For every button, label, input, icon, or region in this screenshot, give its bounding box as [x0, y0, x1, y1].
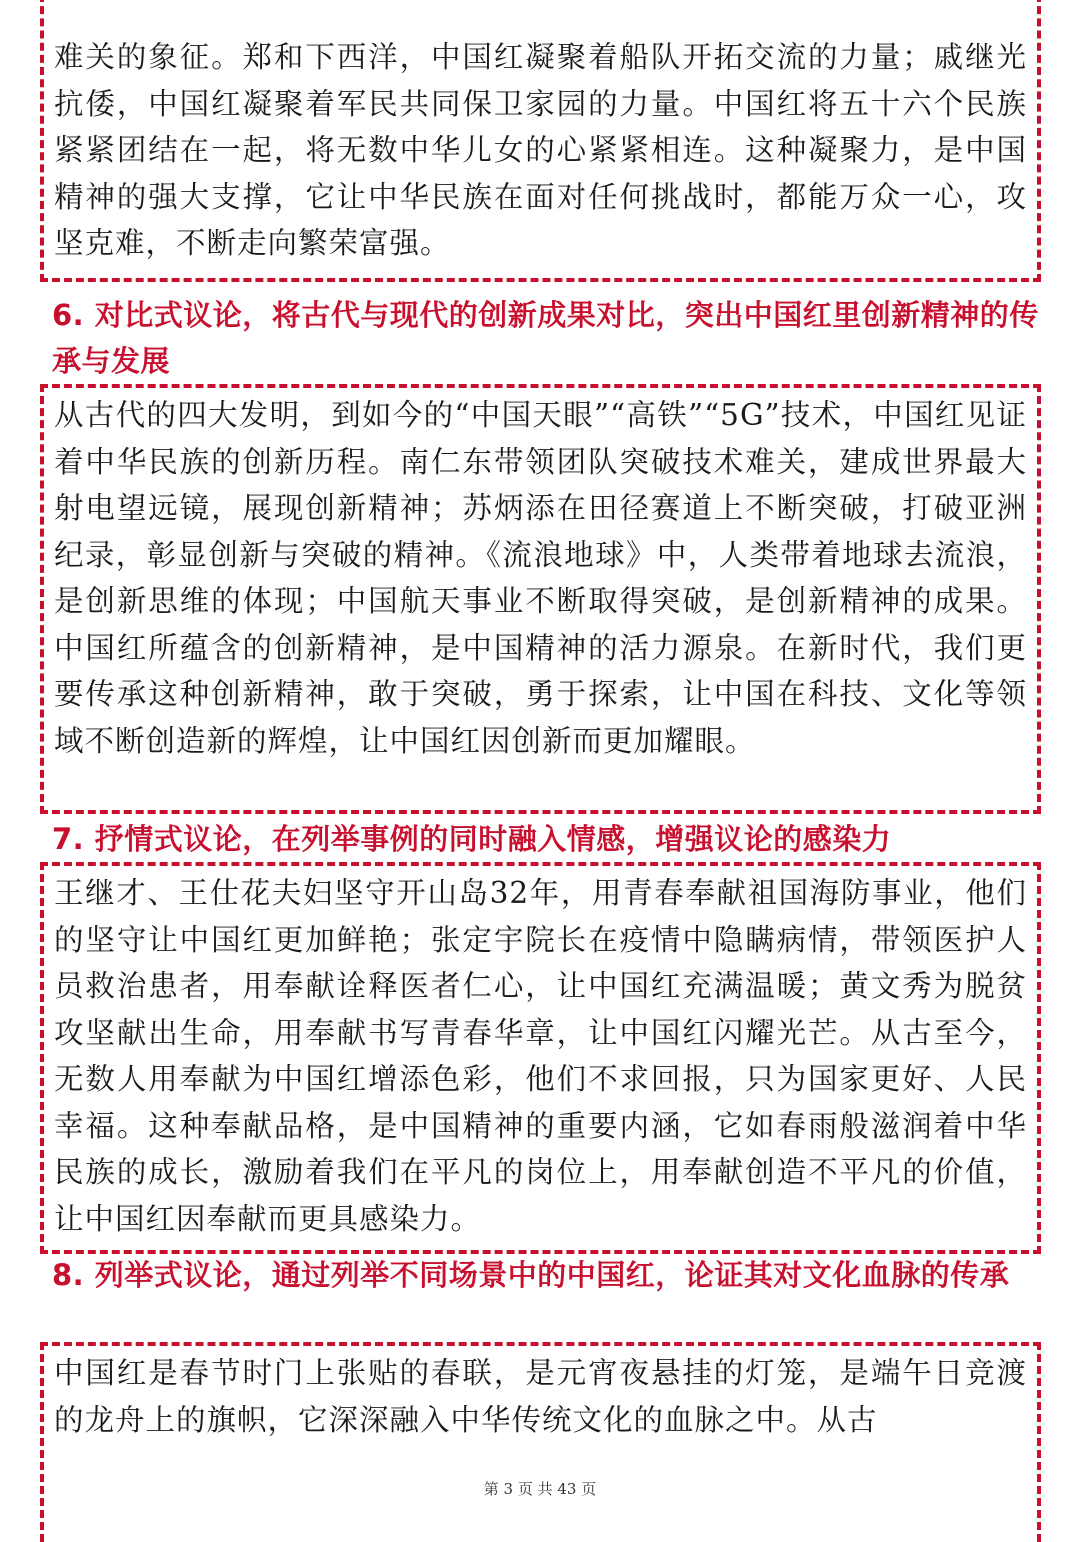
section-heading-6: 6. 对比式议论，将古代与现代的创新成果对比，突出中国红里创新精神的传承与发展 [52, 298, 1039, 378]
paragraph-text: 难关的象征。郑和下西洋，中国红凝聚着船队开拓交流的力量；戚继光抗倭，中国红凝聚着军民共同保卫家园的力量。中国红将五十六个民族紧紧团结在一起，将无数中华儿女的心紧紧相连。这种凝聚力，是中国精神的强大支撑，它让中华民族在面对任何挑战时，都能万众一心，攻坚克难，不断走向繁荣富强。 [54, 40, 1027, 260]
paragraph-text: 王继才、王仕花夫妇坚守开山岛32年，用青春奉献祖国海防事业，他们的坚守让中国红更加鲜艳；张定宇院长在疫情中隐瞒病情，带领医护人员救治患者，用奉献诠释医者仁心，让中国红充满温暖；黄文秀为脱贫攻坚献出生命，用奉献书写青春华章，让中国红闪耀光芒。从古至今，无数人用奉献为中国红增添色彩，他们不求回报，只为国家更好、人民幸福。这种奉献品格，是中国精神的重要内涵，它如春雨般滋润着中华民族的成长，激励着我们在平凡的岗位上，用奉献创造不平凡的价值，让中国红因奉献而更具感染力。 [54, 876, 1027, 1236]
paragraph-box-8 [40, 1342, 1041, 1542]
paragraph-box-6 [40, 384, 1041, 814]
section-heading-7: 7. 抒情式议论，在列举事例的同时融入情感，增强议论的感染力 [52, 822, 892, 856]
paragraph-box-7 [40, 862, 1041, 1254]
paragraph-box-1 [40, 0, 1041, 282]
paragraph-text: 从古代的四大发明，到如今的“中国天眼”“高铁”“5G”技术，中国红见证着中华民族的创新历程。南仁东带领团队突破技术难关，建成世界最大射电望远镜，展现创新精神；苏炳添在田径赛道上不断突破，打破亚洲纪录，彰显创新与突破的精神。《流浪地球》中，人类带着地球去流浪，是创新思维的体现；中国航天事业不断取得突破，是创新精神的成果。中国红所蕴含的创新精神，是中国精神的活力源泉。在新时代，我们更要传承这种创新精神，敢于突破，勇于探索，让中国在科技、文化等领域不断创造新的辉煌，让中国红因创新而更加耀眼。 [54, 398, 1027, 758]
section-heading-8: 8. 列举式议论，通过列举不同场景中的中国红，论证其对文化血脉的传承 [52, 1258, 1010, 1292]
paragraph-text: 中国红是春节时门上张贴的春联，是元宵夜悬挂的灯笼，是端午日竞渡的龙舟上的旗帜，它深深融入中华传统文化的血脉之中。从古 [54, 1356, 1027, 1437]
page-number: 第 3 页 共 43 页 [483, 1480, 597, 1498]
